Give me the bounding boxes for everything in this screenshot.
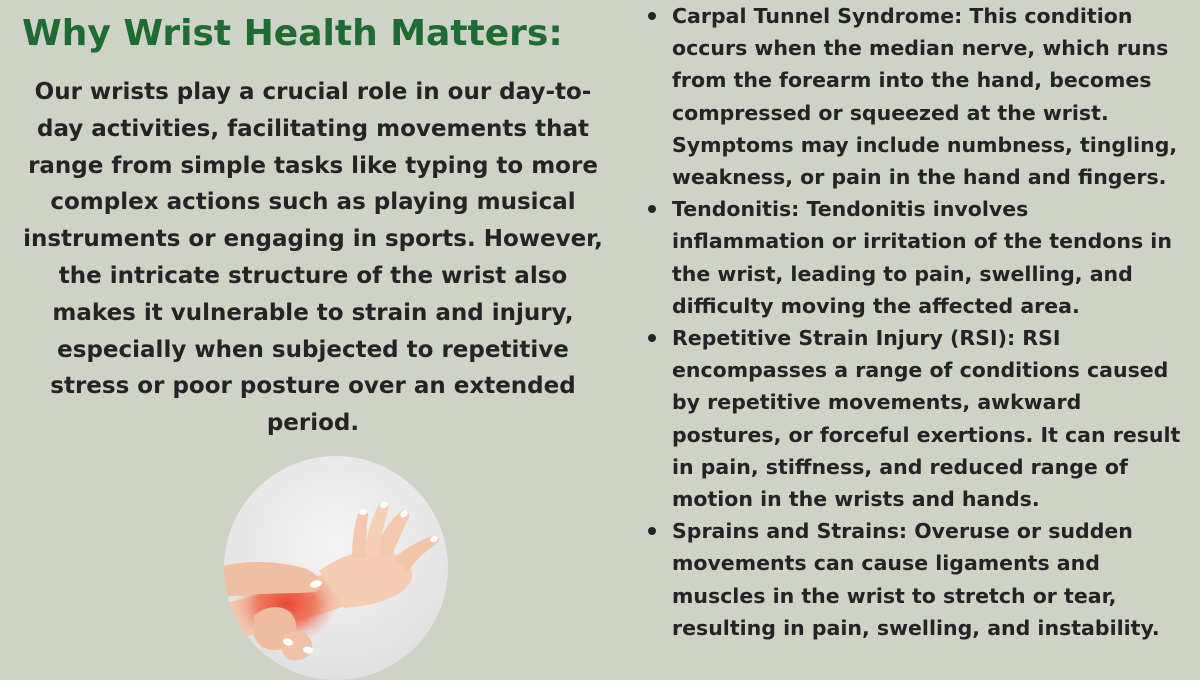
conditions-list — [642, 0, 1182, 644]
page-title: Why Wrist Health Matters: — [22, 13, 563, 54]
condition-text: Carpal Tunnel Syndrome: This condition occurs when the median nerve, which runs from the forearm into the hand, becomes compressed or squeezed at the wrist. Symptoms may include numbness, tingling, weakness, or pain in the hand and fingers. — [672, 4, 1178, 190]
condition-item-tendonitis — [642, 193, 1182, 322]
condition-item-carpal-tunnel — [642, 0, 1182, 193]
condition-text: Repetitive Strain Injury (RSI): RSI encompasses a range of conditions caused by repetitive movements, awkward postures, or forceful exertions. It can result in pain, stiffness, and reduced range of motion in the wrists and hands. — [672, 326, 1181, 512]
intro-paragraph: Our wrists play a crucial role in our day-to-day activities, facilitating movements that range from simple tasks like typing to more complex actions such as playing musical instruments or engaging in sports. However, the intricate structure of the wrist also makes it vulnerable to strain and injury, especially when subjected to repetitive stress or poor posture over an extended period. — [23, 79, 603, 437]
bullet-icon — [648, 205, 656, 213]
condition-text: Tendonitis: Tendonitis involves inflammation or irritation of the tendons in the wrist, leading to pain, swelling, and difficulty moving the affected area. — [672, 197, 1172, 318]
bullet-icon — [648, 334, 656, 342]
condition-item-rsi — [642, 322, 1182, 515]
wrist-pain-hand-icon — [224, 456, 448, 680]
condition-item-sprains-strains — [642, 515, 1182, 644]
bullet-icon — [648, 12, 656, 20]
condition-text: Sprains and Strains: Overuse or sudden movements can cause ligaments and muscles in the wrist to stretch or tear, resulting in pain, swelling, and instability. — [672, 519, 1160, 640]
bullet-icon — [648, 527, 656, 535]
right-column — [642, 0, 1182, 674]
